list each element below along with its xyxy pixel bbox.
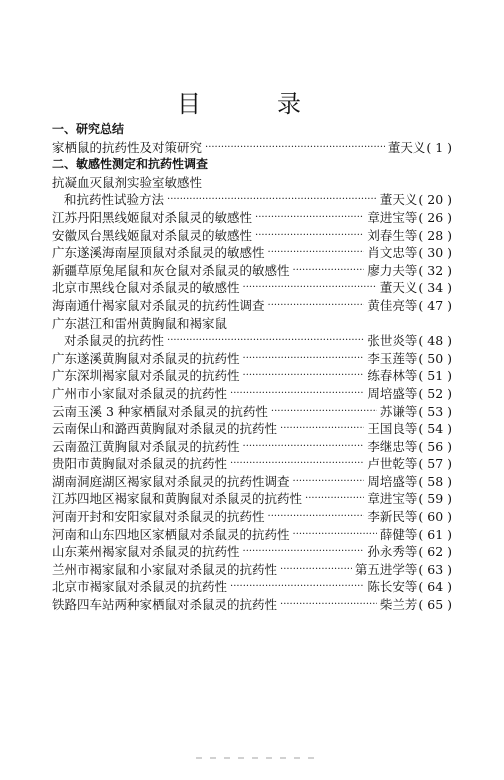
toc-entry-author: 廖力夫等: [367, 262, 418, 278]
toc-section-heading: [52, 156, 452, 174]
toc-entry-author: 周培盛等: [367, 385, 418, 401]
toc-section-heading: [52, 121, 452, 139]
dot-leader: [268, 244, 365, 262]
toc-entry-title: 广东遂溪海南屋顶鼠对杀鼠灵的敏感性: [52, 245, 265, 261]
dot-leader: [230, 455, 364, 473]
table-of-contents: [52, 121, 452, 614]
toc-entry: [52, 561, 452, 579]
dot-leader: [271, 403, 377, 421]
toc-entry-title: 河南和山东四地区家栖鼠对杀鼠灵的抗药性: [52, 526, 290, 542]
toc-entry-author: 张世炎等: [367, 333, 418, 349]
toc-entry-author: 刘春生等: [367, 227, 418, 243]
dot-leader: [280, 596, 377, 614]
toc-entry-page: ( 47 ): [418, 297, 452, 313]
toc-entry-title: 兰州市褐家鼠和小家鼠对杀鼠灵的抗药性: [52, 561, 278, 577]
toc-entry-author: 章进宝等: [367, 491, 418, 507]
dot-leader: [167, 191, 377, 209]
toc-entry-title: 山东莱州褐家鼠对杀鼠灵的抗药性: [52, 544, 240, 560]
toc-entry-author: 董天义: [387, 139, 426, 155]
toc-entry-author: 肖文忠等: [367, 245, 418, 261]
toc-entry: [52, 244, 452, 262]
dot-leader: [243, 279, 377, 297]
toc-entry-author: 黄佳亮等: [367, 297, 418, 313]
toc-entry-title: 和抗药性试验方法: [64, 192, 165, 208]
toc-entry-page: ( 26 ): [418, 209, 452, 225]
toc-entry-title: 安徽凤台黑线姬鼠对杀鼠灵的敏感性: [52, 227, 253, 243]
toc-entry-title: 江苏四地区褐家鼠和黄胸鼠对杀鼠灵的抗药性: [52, 491, 303, 507]
toc-entry: [52, 490, 452, 508]
dot-leader: [280, 561, 352, 579]
toc-entry-page: ( 52 ): [418, 385, 452, 401]
toc-entry-title: 海南通什褐家鼠对杀鼠灵的抗药性调查: [52, 297, 265, 313]
toc-entry-page: ( 50 ): [418, 350, 452, 366]
dot-leader: [205, 139, 385, 157]
toc-entry-page: ( 20 ): [418, 192, 452, 208]
toc-entry: [52, 403, 452, 421]
toc-entry-author: 董天义: [379, 280, 418, 296]
toc-entry-page: ( 60 ): [418, 509, 452, 525]
toc-entry-title: 北京市褐家鼠对杀鼠灵的抗药性: [52, 579, 228, 595]
dot-leader: [268, 508, 365, 526]
toc-entry-title: 云南玉溪 3 种家栖鼠对杀鼠灵的抗药性: [52, 403, 268, 419]
toc-entry-title: 广东遂溪黄胸鼠对杀鼠灵的抗药性: [52, 350, 240, 366]
toc-entry-title: 二、敏感性测定和抗药性调查: [52, 157, 209, 172]
toc-entry-page: ( 32 ): [418, 262, 452, 278]
toc-entry: [52, 385, 452, 403]
toc-entry: [52, 508, 452, 526]
toc-entry-author: 李继忠等: [367, 438, 418, 454]
toc-entry-title: 广东深圳褐家鼠对杀鼠灵的抗药性: [52, 368, 240, 384]
toc-entry-page: ( 63 ): [418, 561, 452, 577]
toc-entry: [52, 139, 452, 157]
toc-entry-author: 李玉莲等: [367, 350, 418, 366]
toc-entry-title: 对杀鼠灵的抗药性: [64, 333, 165, 349]
toc-entry-page: ( 48 ): [418, 333, 452, 349]
dot-leader: [243, 350, 365, 368]
toc-entry-title: 家栖鼠的抗药性及对策研究: [52, 139, 203, 155]
dot-leader: [268, 297, 365, 315]
toc-entry-title: 新疆草原兔尾鼠和灰仓鼠对杀鼠灵的敏感性: [52, 262, 290, 278]
toc-entry-page: ( 61 ): [418, 526, 452, 542]
toc-entry: [52, 526, 452, 544]
toc-entry-author: 王国良等: [367, 421, 418, 437]
toc-entry-page: ( 64 ): [418, 579, 452, 595]
toc-entry-author: 薛健等: [379, 526, 418, 542]
toc-entry: [52, 315, 452, 333]
toc-entry-title: 湖南洞庭湖区褐家鼠对杀鼠灵的抗药性调查: [52, 473, 290, 489]
toc-entry-title: 抗凝血灭鼠剂实验室敏感性: [52, 174, 203, 190]
toc-entry-page: ( 28 ): [418, 227, 452, 243]
toc-entry-title: 广州市小家鼠对杀鼠灵的抗药性: [52, 385, 228, 401]
toc-entry-author: 卢世乾等: [367, 456, 418, 472]
toc-entry-author: 董天义: [379, 192, 418, 208]
toc-entry-page: ( 62 ): [418, 544, 452, 560]
dot-leader: [243, 367, 365, 385]
toc-entry-author: 陈长安等: [367, 579, 418, 595]
dot-leader: [255, 209, 364, 227]
toc-entry: [52, 473, 452, 491]
toc-entry-title: 云南盈江黄胸鼠对杀鼠灵的抗药性: [52, 438, 240, 454]
toc-entry: [52, 279, 452, 297]
toc-entry-title: 一、研究总结: [52, 122, 125, 136]
toc-entry-title: 广东湛江和雷州黄胸鼠和褐家鼠: [52, 315, 228, 331]
dot-leader: [293, 526, 377, 544]
toc-entry-author: 苏谦等: [379, 403, 418, 419]
toc-entry: [52, 350, 452, 368]
dot-leader: [230, 385, 364, 403]
toc-entry-title: 铁路四车站两种家栖鼠对杀鼠灵的抗药性: [52, 597, 278, 613]
toc-entry-title: 河南开封和安阳家鼠对杀鼠灵的抗药性: [52, 509, 265, 525]
toc-entry-page: ( 53 ): [418, 403, 452, 419]
dot-leader: [167, 332, 364, 350]
toc-entry-title: 江苏丹阳黑线姬鼠对杀鼠灵的敏感性: [52, 209, 253, 225]
scan-smudge: [196, 757, 316, 759]
toc-entry: [52, 420, 452, 438]
toc-entry-author: 周培盛等: [367, 473, 418, 489]
toc-entry: [52, 191, 452, 209]
dot-leader: [293, 473, 365, 491]
toc-entry: [52, 297, 452, 315]
toc-entry-page: ( 34 ): [418, 280, 452, 296]
toc-entry-page: ( 54 ): [418, 421, 452, 437]
toc-entry: [52, 578, 452, 596]
toc-entry-page: ( 57 ): [418, 456, 452, 472]
toc-entry: [52, 455, 452, 473]
toc-entry-title: 贵阳市黄胸鼠对杀鼠灵的抗药性: [52, 456, 228, 472]
toc-entry-page: ( 58 ): [418, 473, 452, 489]
toc-entry-author: 孙永秀等: [367, 544, 418, 560]
dot-leader: [280, 420, 364, 438]
dot-leader: [243, 543, 365, 561]
page-title: 目 录: [177, 90, 327, 118]
dot-leader: [255, 227, 364, 245]
toc-entry-page: ( 59 ): [418, 491, 452, 507]
toc-entry: [52, 332, 452, 350]
toc-entry-page: ( 51 ): [418, 368, 452, 384]
toc-entry-page: ( 56 ): [418, 438, 452, 454]
toc-entry-title: 云南保山和潞西黄胸鼠对杀鼠灵的抗药性: [52, 421, 278, 437]
toc-entry-author: 第五进学等: [354, 561, 418, 577]
toc-entry-author: 章进宝等: [367, 209, 418, 225]
toc-entry-author: 李新民等: [367, 509, 418, 525]
toc-entry-author: 练春林等: [367, 368, 418, 384]
dot-leader: [293, 262, 365, 280]
toc-entry-page: ( 65 ): [418, 597, 452, 613]
toc-entry: [52, 543, 452, 561]
toc-entry: [52, 174, 452, 192]
dot-leader: [243, 438, 365, 456]
toc-entry: [52, 262, 452, 280]
toc-entry-page: ( 30 ): [418, 245, 452, 261]
dot-leader: [230, 578, 364, 596]
toc-entry-title: 北京市黑线仓鼠对杀鼠灵的敏感性: [52, 280, 240, 296]
toc-entry: [52, 438, 452, 456]
toc-entry: [52, 596, 452, 614]
toc-entry: [52, 367, 452, 385]
toc-entry-page: ( 1 ): [426, 139, 452, 155]
toc-entry: [52, 209, 452, 227]
toc-entry-author: 柴兰芳: [379, 597, 418, 613]
dot-leader: [305, 490, 364, 508]
toc-entry: [52, 227, 452, 245]
